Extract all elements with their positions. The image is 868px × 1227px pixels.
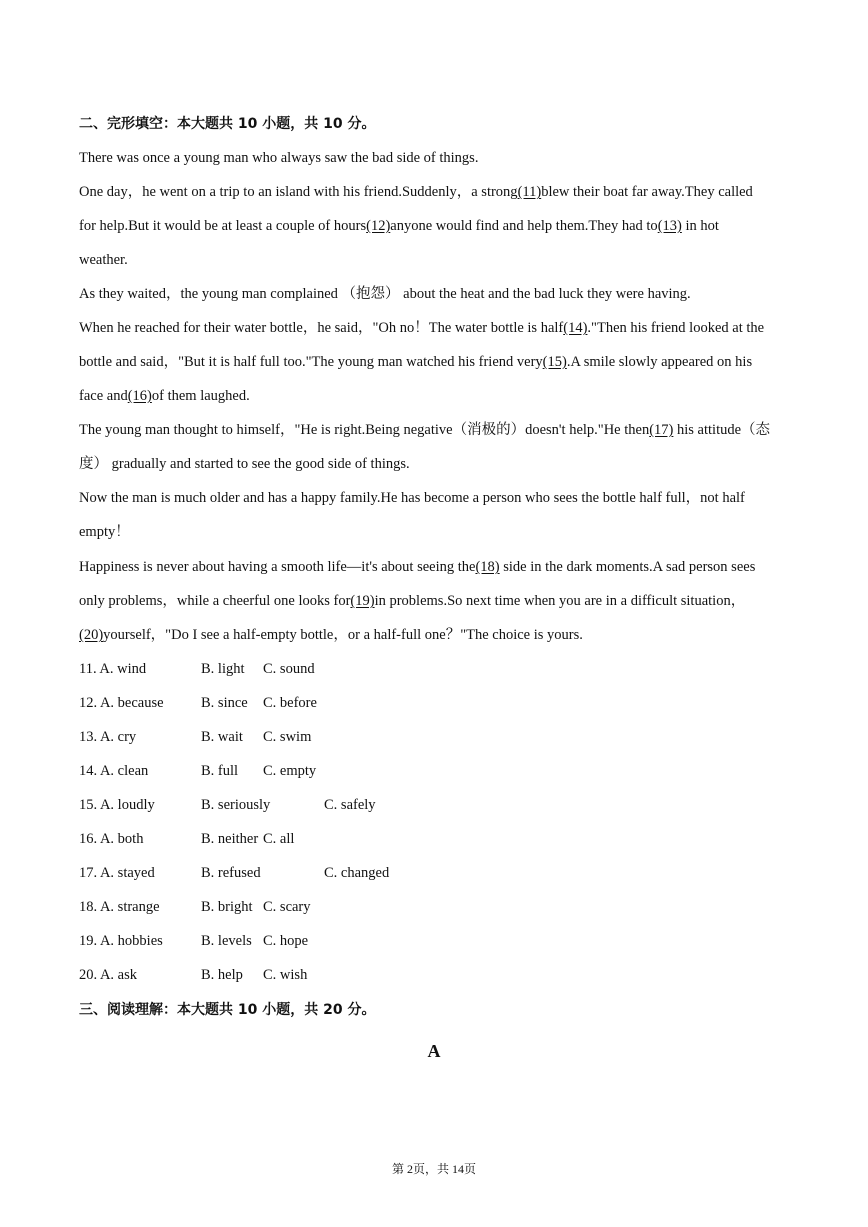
option-row: [79, 796, 479, 814]
passage-line: [79, 626, 583, 644]
passage-text: side in the dark moments.A sad person sees: [499, 559, 756, 575]
option-a: 17. A. stayed: [79, 865, 155, 881]
passage-line: 度） gradually and started to see the good side of things.: [79, 456, 410, 472]
passage-line: [79, 558, 755, 576]
option-a: 20. A. ask: [79, 967, 137, 983]
option-a: 18. A. strange: [79, 899, 160, 915]
blank-13: (13): [657, 218, 682, 234]
page-footer: 第 2页，共 14页: [391, 1162, 476, 1176]
passage-text: in hot: [681, 218, 719, 234]
blank-14: (14): [563, 320, 588, 336]
blank-17: (17): [649, 422, 674, 438]
option-c: C. empty: [263, 763, 317, 779]
option-a: 14. A. clean: [79, 763, 149, 779]
blank-11: (11): [517, 184, 542, 200]
passage-line: [79, 319, 764, 337]
passage-text: One day，he went on a trip to an island with his friend.Suddenly，a strong: [79, 184, 518, 200]
option-c: C. wish: [263, 967, 308, 983]
passage-text: bottle and said，"But it is half full too."The young man watched his friend very: [79, 354, 543, 370]
passage-text: in problems.So next time when you are in a difficult situation，: [374, 593, 746, 609]
option-c: C. changed: [324, 865, 390, 881]
passage-text: only problems，while a cheerful one looks for: [79, 593, 351, 609]
passage-line: weather.: [79, 252, 128, 268]
option-a: 11. A. wind: [79, 661, 147, 677]
passage-line: Now the man is much older and has a happy family.He has become a person who sees the bottle half full，not half: [79, 490, 745, 506]
passage-line: [79, 183, 753, 201]
option-c: C. swim: [263, 729, 312, 745]
option-b: B. bright: [201, 899, 253, 915]
passage-text: yourself，"Do I see a half-empty bottle，or a half-full one？"The choice is yours.: [103, 627, 583, 643]
option-c: C. hope: [263, 933, 309, 949]
option-row: [79, 830, 479, 848]
option-b: B. full: [201, 763, 239, 779]
part-title: A: [427, 1041, 441, 1061]
option-b: B. help: [201, 967, 243, 983]
blank-18: (18): [475, 559, 500, 575]
option-row: [79, 660, 479, 678]
passage-text: Happiness is never about having a smooth life—it's about seeing the: [79, 559, 476, 575]
option-a: 16. A. both: [79, 831, 144, 847]
passage-line: There was once a young man who always saw the bad side of things.: [79, 150, 479, 166]
passage-text: of them laughed.: [151, 388, 250, 404]
option-c: C. before: [263, 695, 317, 711]
option-c: C. all: [263, 831, 295, 847]
section3-heading: 三、阅读理解：本大题共 10 小题，共 20 分。: [79, 1002, 376, 1018]
passage-text: When he reached for their water bottle，he said，"Oh no！The water bottle is half: [79, 320, 564, 336]
option-a: 12. A. because: [79, 695, 164, 711]
blank-16: (16): [127, 388, 152, 404]
passage-text: .A smile slowly appeared on his: [566, 354, 753, 370]
option-b: B. seriously: [201, 797, 271, 813]
option-b: B. neither: [201, 831, 259, 847]
option-row: [79, 966, 479, 984]
option-row: [79, 898, 479, 916]
passage-text: for help.But it would be at least a couple of hours: [79, 218, 367, 234]
option-row: [79, 694, 479, 712]
option-a: 15. A. loudly: [79, 797, 155, 813]
passage-line: As they waited，the young man complained （抱怨） about the heat and the bad luck they were having.: [79, 286, 691, 302]
option-row: [79, 728, 479, 746]
option-row: [79, 932, 479, 950]
option-b: B. wait: [201, 729, 243, 745]
blank-19: (19): [350, 593, 375, 609]
option-c: C. scary: [263, 899, 311, 915]
passage-text: ."Then his friend looked at the: [587, 320, 765, 336]
passage-line: [79, 421, 770, 439]
option-b: B. levels: [201, 933, 252, 949]
passage-line: [79, 217, 719, 235]
passage-line: [79, 592, 745, 610]
passage-text: The young man thought to himself，"He is right.Being negative（消极的）doesn't help."He then: [79, 422, 650, 438]
option-b: B. light: [201, 661, 245, 677]
option-a: 13. A. cry: [79, 729, 137, 745]
section2-heading: 二、完形填空：本大题共 10 小题，共 10 分。: [79, 116, 376, 132]
passage-text: face and: [79, 388, 128, 404]
blank-15: (15): [542, 354, 567, 370]
option-c: C. safely: [324, 797, 376, 813]
blank-12: (12): [366, 218, 391, 234]
blank-20: (20): [79, 627, 104, 643]
passage-text: his attitude（态: [673, 422, 771, 438]
passage-line: empty！: [79, 524, 130, 540]
passage-text: anyone would find and help them.They had to: [390, 218, 658, 234]
passage-line: [79, 353, 752, 371]
option-a: 19. A. hobbies: [79, 933, 163, 949]
option-row: [79, 864, 479, 882]
passage-text: blew their boat far away.They called: [541, 184, 753, 200]
option-b: B. since: [201, 695, 248, 711]
option-c: C. sound: [263, 661, 315, 677]
option-row: [79, 762, 479, 780]
option-b: B. refused: [201, 865, 261, 881]
passage-line: [79, 387, 250, 405]
